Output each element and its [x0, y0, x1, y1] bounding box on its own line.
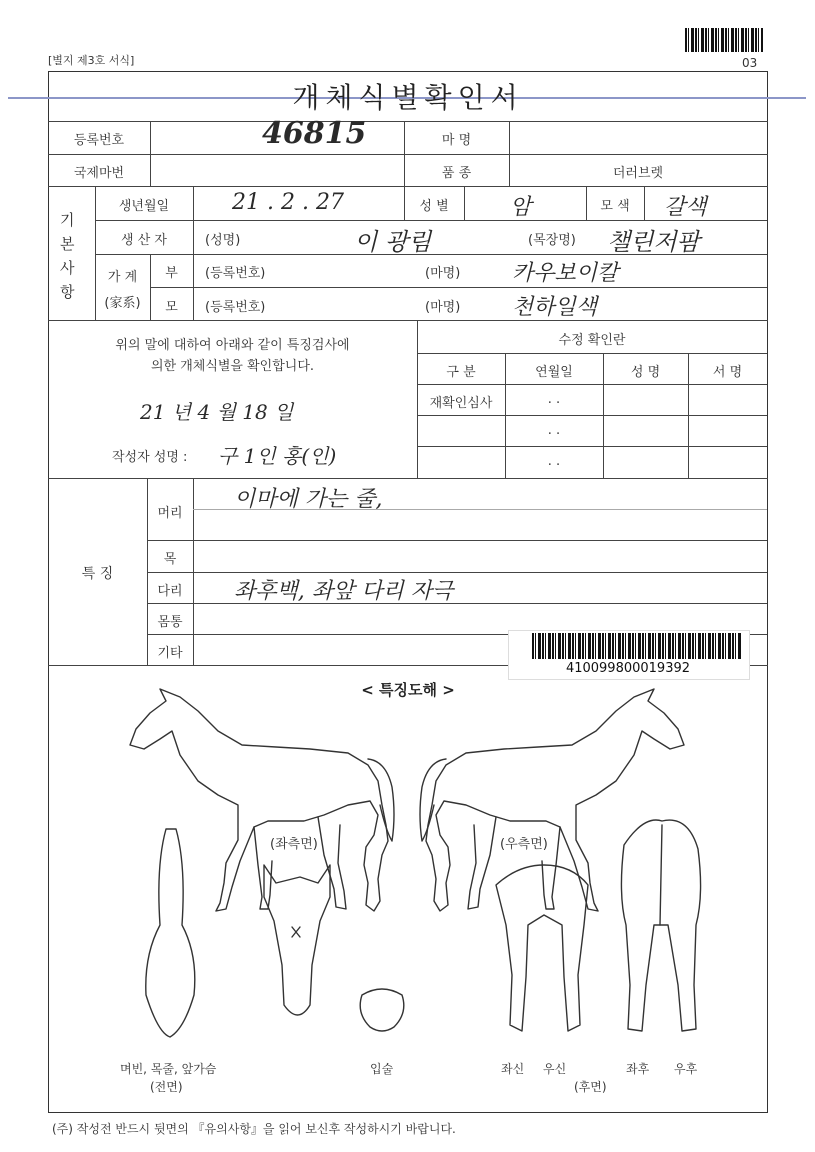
- horse-name-label: 마 명: [441, 133, 472, 148]
- pedigree-label: 가 계: [107, 270, 138, 285]
- lip-label: 입술: [370, 1062, 394, 1076]
- barcode-number: 410099800019392: [565, 661, 691, 676]
- revision-col-date: 연월일: [535, 365, 573, 380]
- legs-label: 다리: [157, 584, 183, 599]
- top-barcode: [685, 28, 763, 52]
- revision-col-sign: 서 명: [712, 365, 743, 380]
- pedigree-hanja: (家系): [104, 296, 141, 311]
- intl-name-label: 국제마번: [73, 166, 125, 181]
- right-front-label: 우신: [543, 1062, 567, 1076]
- left-hind-label: 좌후: [626, 1062, 650, 1076]
- right-side-label: (우측면): [500, 837, 548, 852]
- left-front-label: 좌신: [501, 1062, 525, 1076]
- dam-label: 모: [165, 300, 178, 315]
- page-number: 03: [742, 56, 758, 70]
- birth-value: 21 . 2 . 27: [232, 190, 344, 215]
- head-label: 머리: [157, 506, 183, 521]
- front-chest-view: [146, 829, 195, 1037]
- lips-view: [360, 989, 404, 1031]
- author-label: 작성자 성명 :: [112, 450, 188, 465]
- revision-col-name: 성 명: [630, 365, 661, 380]
- sire-name: 카우보이칼: [512, 261, 619, 286]
- ranch-value: 챌린저팜: [607, 228, 700, 256]
- other-label: 기타: [157, 646, 183, 661]
- revision-col-type: 구 분: [446, 365, 476, 380]
- features-section-label: 특 징: [81, 566, 114, 582]
- revision-date-3: . .: [547, 454, 561, 469]
- revision-title: 수정 확인란: [558, 333, 626, 348]
- front-label: (전면): [150, 1080, 183, 1094]
- producer-label: 생 산 자: [121, 233, 167, 248]
- revision-date-2: . .: [547, 423, 561, 438]
- dam-name-sub: (마명): [425, 300, 461, 315]
- head-front-view: [264, 865, 330, 1015]
- breed-value: 더러브렛: [612, 166, 664, 181]
- body-label: 몸통: [157, 615, 183, 630]
- legs-value: 좌후백, 좌앞 다리 자극: [234, 579, 454, 604]
- breed-label: 품 종: [441, 166, 472, 181]
- color-value: 갈색: [664, 195, 707, 220]
- statement-line2: 의한 개체식별을 확인합니다.: [150, 359, 315, 374]
- sire-reg-sub: (등록번호): [205, 266, 266, 281]
- sire-label: 부: [165, 266, 178, 281]
- diagram-title: < 특징도해 >: [361, 681, 455, 699]
- color-label: 모 색: [600, 199, 630, 214]
- right-hind-label: 우후: [674, 1062, 698, 1076]
- author-value: 구 1인 홍(인): [218, 444, 337, 468]
- dam-reg-sub: (등록번호): [205, 300, 266, 315]
- producer-name-value: 이 광림: [354, 228, 432, 256]
- front-caption: 며빈, 목줄, 앞가슴: [120, 1062, 217, 1076]
- left-side-label: (좌측면): [270, 837, 318, 852]
- horse-diagrams: [48, 665, 766, 1110]
- footer-note: (주) 작성전 반드시 뒷면의 『유의사항』을 읽어 보신후 작성하시기 바랍니다.: [52, 1122, 456, 1136]
- front-legs-view: [496, 865, 588, 1031]
- reg-no-label: 등록번호: [73, 133, 125, 148]
- sex-label: 성 별: [419, 199, 449, 214]
- barcode: [532, 633, 742, 659]
- sire-name-sub: (마명): [425, 266, 461, 281]
- statement-line1: 위의 말에 대하여 아래와 같이 특징검사에: [115, 338, 350, 353]
- form-label: [별지 제3호 서식]: [48, 54, 135, 67]
- neck-label: 목: [163, 552, 177, 567]
- birth-label: 생년월일: [118, 199, 170, 214]
- revision-date-1: . .: [547, 392, 561, 407]
- reg-no-value: 46815: [262, 116, 367, 151]
- basic-section-label: 기본사항: [60, 211, 75, 301]
- revision-row1-type: 재확인심사: [429, 396, 493, 411]
- producer-name-label: (성명): [205, 233, 241, 248]
- dam-name: 천하일색: [512, 295, 598, 320]
- right-side-horse: [420, 689, 684, 911]
- sex-value: 암: [510, 195, 532, 220]
- ranch-label: (목장명): [528, 233, 576, 248]
- rear-view: [621, 820, 700, 1031]
- rear-label: (후면): [574, 1080, 607, 1094]
- page-title: 개체식별확인서: [292, 81, 524, 114]
- head-value: 이마에 가는 줄,: [234, 487, 383, 512]
- left-side-horse: [130, 689, 394, 911]
- confirm-date: 21 년 4 월 18 일: [140, 400, 294, 424]
